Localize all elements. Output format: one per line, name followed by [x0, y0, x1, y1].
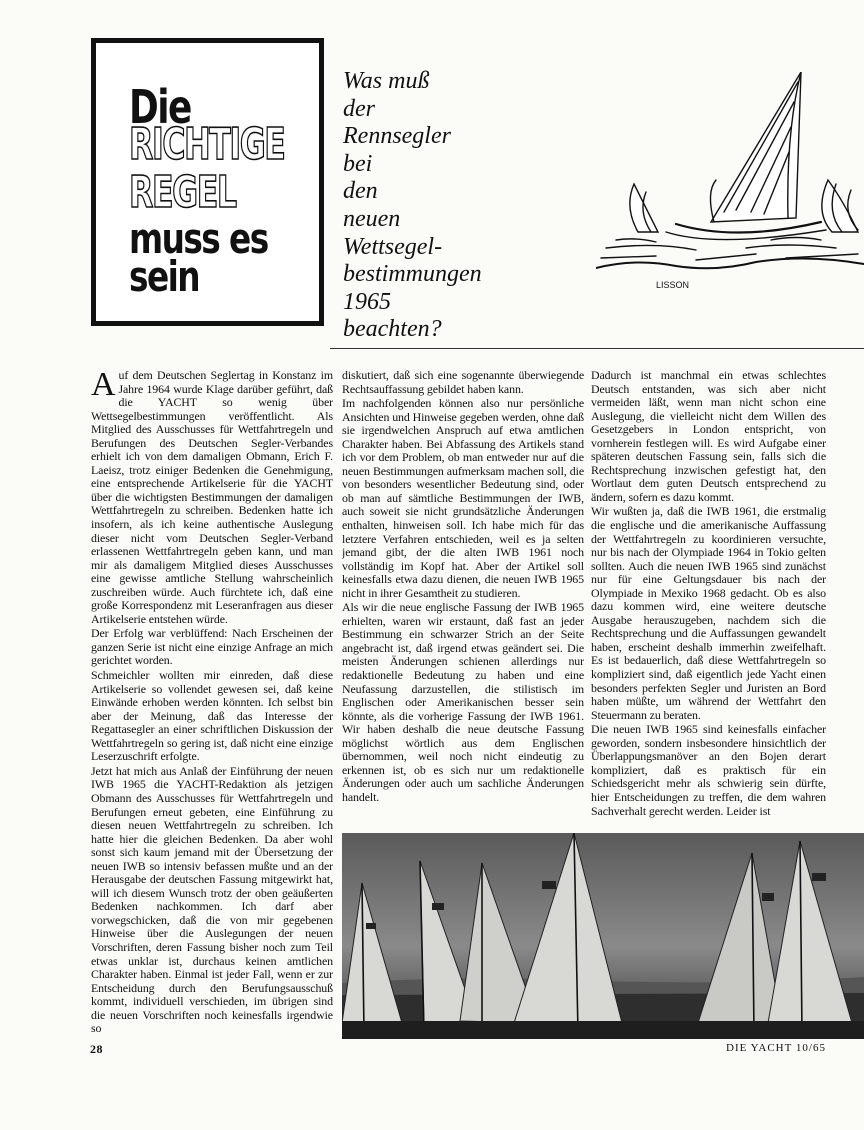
paragraph: Als wir die neue englische Fassung der IWB 1965 erhielten, waren wir erstaunt, daß fast an jeder Bestimmung ein schwarzer Strich an der Seite angebracht ist, daß irgend etwas geändert sei. Die meisten Änderungen schienen allerdings nur redaktionelle Bedeutung zu haben und eine Neufassung darzustellen, die stilistisch im Englischen oder Amerikanischen besser sein könnte, als die vorherige Fassung der IWB 1961. Wir haben deshalb die neue deutsche Fassung möglichst wörtlich aus dem Englischen übernommen, weil noch nicht eindeutig zu erkennen ist, ob es sich nur um redaktionelle Änderungen oder auch um sachliche Änderungen handelt. — [342, 600, 584, 804]
article-column-3 — [591, 369, 826, 839]
paragraph: Dadurch ist manchmal ein etwas schlechtes Deutsch entstanden, was sich aber nicht vermeiden läßt, wenn man nicht schon eine Auslegung, die vielleicht nicht dem Willen des Gesetzgebers in London entspricht, von vornherein festlegen will. Es wird Aufgabe einer späteren deutschen Fassung sein, falls sich die Rechtsprechung inzwischen gefestigt hat, den Wortlaut dem guten Deutsch entsprechend zu ändern, sofern es dazu kommt. — [591, 369, 826, 504]
paragraph: Die neuen IWB 1965 sind keinesfalls einfacher geworden, sondern insbesondere hinsichtlich der Überlappungsmanöver an den Bojen derart kompliziert, daß es praktisch für ein Schiedsgericht mehr als schwierig sein dürfte, hier Entscheidungen zu treffen, die dem wahren Sachverhalt gerecht werden. Leider ist — [591, 722, 826, 818]
subtitle-line: den — [343, 178, 378, 205]
paragraph: Jetzt hat mich aus Anlaß der Einführung der neuen IWB 1965 die YACHT-Redaktion als jetzigen Obmann des Ausschusses für Wettfahrtregeln und Berufungen erneut gebeten, eine Einführung zu diesen neuen Wettfahrtregeln zu schreiben. Ich hatte hier die gleichen Bedenken. Da aber wohl sonst sich kaum jemand mit der Übersetzung der neuen IWB so intensiv befassen mußte und an der Herausgabe der deutschen Fassung mitgewirkt hat, will ich diesem Wunsch trotz der oben geäußerten Bedenken nachkommen. Ich darf aber vorwegschicken, daß die von mir gegebenen Hinweise über die Auslegungen der neuen Vorschriften, deren Fassung bisher noch zum Teil etwas unklar ist, durchaus keinen amtlichen Charakter haben. Einmal ist jeder Fall, wenn er zur Entscheidung durch den Berufungsausschuß kommt, individuell verschieden, im übrigen sind die neuen Vorschriften noch keinesfalls irgendwie so — [91, 763, 333, 1036]
article-column-2 — [342, 369, 584, 839]
paragraph: Der Erfolg war verblüffend: Nach Erscheinen der ganzen Serie ist nicht eine einzige Anfrage an mich gerichtet worden. — [91, 626, 333, 668]
header-divider — [330, 348, 864, 349]
subtitle-line: 1965 — [343, 288, 391, 315]
headline-line-regel: REGEL — [129, 167, 236, 218]
headline-box — [91, 38, 324, 326]
subtitle-line: Rennsegler — [343, 123, 451, 150]
headline-line-sein: sein — [129, 252, 200, 301]
paragraph: Wir wußten ja, daß die IWB 1961, die erstmalig die englische und die amerikanische Auffassung der Wettfahrtregeln zu koordinieren versuchte, nur bis nach der Olympiade 1964 in Tokio gelten sollten. Auch die neuen IWB 1965 sind zunächst nur für eine Geltungsdauer bis nach der Olympiade in Mexiko 1968 gedacht. Ob es also dazu kommen wird, eine weitere deutsche Ausgabe herauszugeben, nachdem sich die Rechtsprechung und die Auffassungen gewandelt haben, erscheint deshalb immerhin zweifelhaft. Es ist bedauerlich, daß diese Wettfahrtregeln so kompliziert sind, daß eigentlich jede Yacht einen besonders perfekten Segler und Juristen an Bord haben müßte, um während der Wettfahrt den Steuermann zu beraten. — [591, 504, 826, 722]
subtitle — [343, 68, 513, 344]
subtitle-line: der — [343, 95, 375, 122]
paragraph: Auf dem Deutschen Seglertag in Konstanz im Jahre 1964 wurde Klage darüber geführt, daß die YACHT so wenig über Wettsegelbestimmungen veröffentlicht. Als Mitglied des Ausschusses für Wettfahrtregeln und Berufungen des Deutschen Segler-Verbandes erhielt ich von dem damaligen Obmann, Erich F. Laeisz, trotz einiger Bedenken die Genehmigung, eine entsprechende Artikelserie für die YACHT über die wichtigsten Bestimmungen der damaligen Wettfahrtregeln zu schreiben. Bedenken hatte ich insofern, als ich keine authentische Auslegung dieser nicht vom Deutschen Segler-Verband erlassenen Wettfahrtregeln geben kann, und man mir als damaligem Mitglied dieses Ausschusses eine gewisse amtliche Stellung wahrscheinlich zuschreiben würde. Auch fürchtete ich, daß eine große Korrespondenz mit Leseranfragen aus dieser Artikelserie entstehen würde. — [91, 369, 333, 626]
paragraph: diskutiert, daß sich eine sogenannte überwiegende Rechtsauffassung gebildet haben kann. — [342, 369, 584, 396]
headline-line-muss-es: muss es — [129, 214, 268, 263]
headline-line-richtige: RICHTIGE — [129, 119, 285, 170]
illustration-signature: LISSON — [656, 280, 690, 290]
paragraph: Schmeichler wollten mir einreden, daß diese Artikelserie so vollendet gewesen sei, daß keine Einwände erhoben werden könnten. Ich selbst bin aber der Meinung, daß das Interesse der Regattasegler an einer schriftlichen Diskussion der Wettfahrtregeln so gering ist, daß nicht eine einzige Leserzuschrift erfolgte. — [91, 668, 333, 764]
subtitle-line: bei — [343, 150, 373, 177]
subtitle-line: Was muß — [343, 68, 430, 94]
paragraph: Im nachfolgenden können also nur persönliche Ansichten und Hinweise gegeben werden, ohne daß sie irgendwelchen Anspruch auf etwa amtlichen Charakter haben. Bei Abfassung des Artikels stand ich vor dem Problem, ob man entweder nur auf die neuen Bestimmungen aufmerksam machen soll, die von besonders wesentlicher Bedeutung sind, oder ob man auf sämtliche Bestimmungen der IWB, auch soweit sie nicht grundsätzliche Änderungen enthalten, hinweisen soll. Ich habe mich für das letztere Verfahren entschieden, weil es ja selten jemand gibt, der die alten IWB 1961 noch vollständig im Kopf hat. Aber der Artikel soll keinesfalls etwa dazu dienen, die neuen IWB 1965 nicht in ihrer Gesamtheit zu studieren. — [342, 396, 584, 600]
subtitle-line: bestimmungen — [343, 261, 482, 288]
regatta-photo — [342, 833, 864, 1039]
subtitle-line: Wettsegel- — [343, 233, 443, 260]
dropcap: A — [91, 369, 116, 403]
sailboat-sketch-illustration — [596, 72, 864, 294]
magazine-issue: DIE YACHT 10/65 — [726, 1042, 826, 1054]
subtitle-line: beachten? — [343, 316, 442, 343]
page-number: 28 — [90, 1042, 103, 1056]
subtitle-line: neuen — [343, 205, 401, 232]
headline-line-die: Die — [129, 80, 191, 134]
article-column-1 — [91, 369, 333, 1041]
